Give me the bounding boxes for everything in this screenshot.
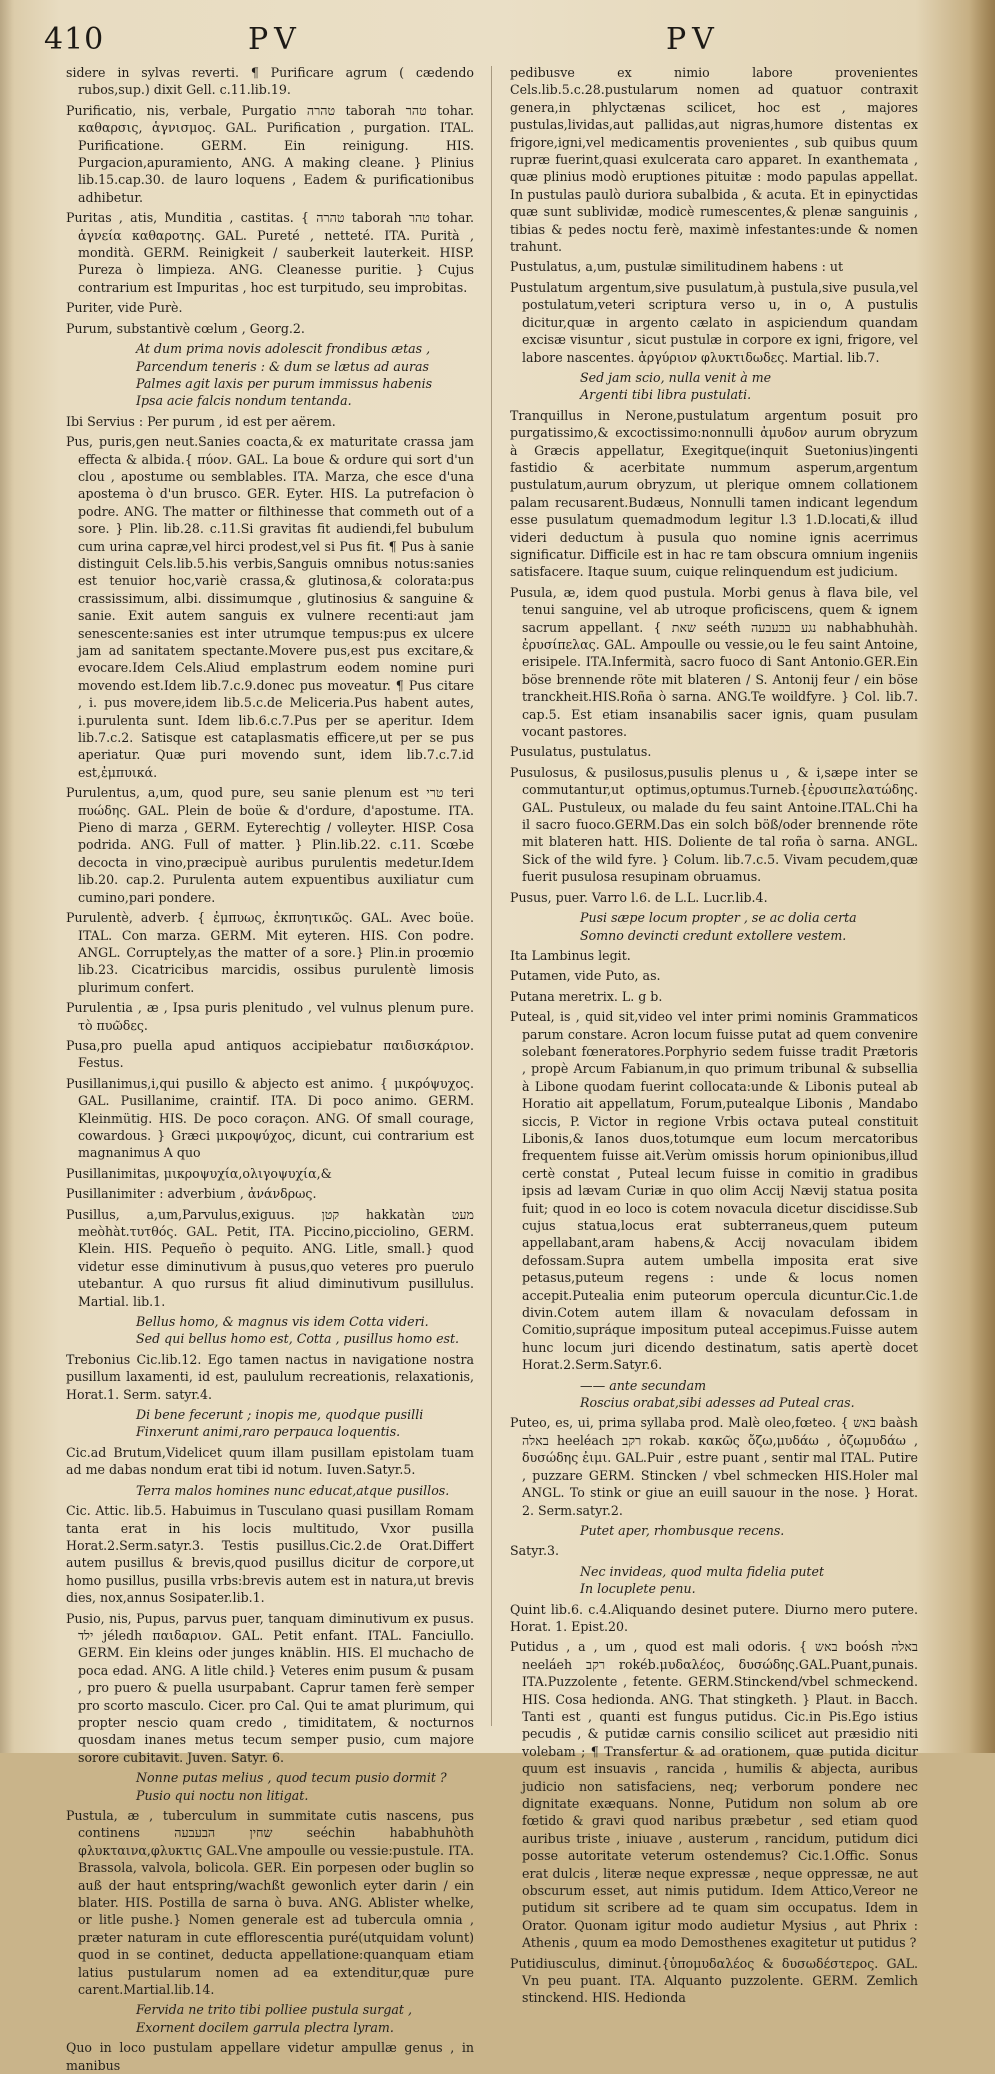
verse-line: Sed qui bellus homo est, Cotta , pusillus homo est.	[136, 1331, 460, 1347]
entry-text: pedibusve ex nimio labore provenientes Cels.lib.5.c.28.pustularum nomen ad quatuor contraxit genera,in phlyctænas scilicet, hoc est , majores pustulas,lividas,aut pallidas,aut nigras,humore distentas ex frigore,igni,vel medicamentis provenientes , sub quibus quum rupræ fuerint,quasi exulcerata caro apparet. In exanthemata , quæ plinius modò eruptiones pituitæ : modo papulas appellat. In pustulas paulò duriora subalbida , & acuta. Et in epinyctidas quæ sunt sublividæ, modicè rumescentes,& plenæ sanguinis , tibias & pedes noctu ferè, maximè infestantes:unde & nomen trahunt.	[510, 65, 918, 255]
verse-martial7	[580, 369, 918, 404]
verse-line: Somno devincti credunt extollere vestem.	[580, 927, 847, 943]
entry-putamen: Putamen, vide Puto, as.	[510, 968, 661, 984]
verse-juven6	[136, 1769, 474, 1804]
entry-pusillanimitas: Pusillanimitas, μικροψυχία,ολιγοψυχία,&	[66, 1165, 332, 1181]
verse-line: Finxerunt animi,raro perpauca loquentis.	[136, 1424, 401, 1440]
entry-pusa: Pusa,pro puella apud antiquos accipiebatur παιδισκάριον. Festus.	[66, 1037, 474, 1071]
entry-purificatio: Purificatio, nis, verbale, Purgatio טהרה taborah טהר tohar. καθαρσις, ἁγνισμος. GAL. Purification , purgation. ITAL. Purificatione. GERM. Ein reinigung. HIS. Purgacion,apuramiento, ANG. A making cleane. } Plinius lib.15.cap.30. de lauro loquens , Eadem & purificationibus adhibetur.	[66, 102, 475, 205]
entry-text: Quint lib.6. c.4.Aliquando desinet putere. Diurno mero putere. Horat. 1. Epist.20.	[510, 1601, 918, 1634]
verse-line: Nonne putas melius , quod tecum pusio dormit ?	[136, 1770, 447, 1786]
entry-puritas: Puritas , atis, Munditia , castitas. { טהרה taborah טהר tohar. ἁγνεία καθαροτης. GAL. Pureté , netteté. ITA. Purità , mondità. GERM. Reinigkeit / sauberkeit lauterkeit. HISP. Pureza ò limpieza. ANG. Cleanesse puritie. } Cujus contrarium est Impuritas , hoc est turpitudo, seu improbitas.	[66, 210, 474, 295]
verse-iuven	[136, 1482, 474, 1499]
verse-line: Ipsa acie falcis nondum tentanda.	[136, 393, 352, 409]
entry-text: Cic.ad Brutum,Videlicet quum illam pusillam epistolam tuam ad me dabas nondum erat tibi id notum. Iuven.Satyr.5.	[66, 1444, 474, 1478]
entry-puteo: Puteo, es, ui, prima syllaba prod. Malè oleo,fœteo. { באש baàsh באלה heeléach רקב rokab. κακῶς ὄζω,μυδάω , ὀζωμυδάω , δυσώδης ἐιμι. GAL.Puir , estre puant , sentir mal ITAL. Putire , puzzare GERM. Stincken / vbel schmecken HIS.Holer mal ANGL. To stink or giue an euill sauour in the nose. } Horat. 2. Serm.satyr.2.	[510, 1415, 919, 1518]
verse-line: Pusio qui noctu non litigat.	[136, 1787, 309, 1803]
entry-text: Trebonius Cic.lib.12. Ego tamen nactus in navigatione nostra pusillum laxamenti, id est, paululum recreationis, relaxationis, Horat.1. Serm. satyr.4.	[66, 1351, 474, 1402]
entry-pustulatus: Pustulatus, a,um, pustulæ similitudinem habens : ut	[510, 259, 844, 275]
verse-line: —— ante secundam	[580, 1377, 707, 1393]
entry-text: Ita Lambinus legit.	[510, 947, 631, 963]
verse-line: In locuplete penu.	[580, 1581, 696, 1597]
verse-line: At dum prima novis adolescit frondibus ætas ,	[136, 341, 431, 357]
verse-line: Nec invideas, quod multa fidelia putet	[580, 1563, 825, 1579]
right-column	[510, 64, 919, 2006]
entry-pusillus: Pusillus, a,um,Parvulus,exiguus. קטן hakkatàn מעט meòhàt.τυτθός. GAL. Petit, ITA. Piccino,picciolino, GERM. Klein. HIS. Pequeño ò pequito. ANG. Litle, small.} quod videtur esse diminutivum à pusus,quo veteres pro puerulo utebantur. A quo rursus fit aliud diminutivum pusillulus. Martial. lib.1.	[66, 1206, 474, 1309]
page-number: 410	[44, 22, 105, 57]
entry-puriter: Puriter, vide Purè.	[66, 300, 183, 316]
verse-line: Palmes agit laxis per purum immissus habenis	[136, 375, 433, 391]
entry-putidiusculus: Putidiusculus, diminut.{ὑπομυδαλέος & δυσωδέστερος. GAL. Vn peu puant. ITA. Alquanto puzzolente. GERM. Zemlich stinckend. HIS. Hedionda	[510, 1955, 918, 2006]
verse-line: Pusi sæpe locum propter , se ac dolia certa	[580, 910, 857, 926]
verse-line: Exornent docilem garrula plectra lyram.	[136, 2019, 394, 2035]
entry-pusio: Pusio, nis, Pupus, parvus puer, tanquam diminutivum ex pusus. ילד jéledh παιδαριον. GAL. Petit enfant. ITAL. Fanciullo. GERM. Ein kleins oder junges knäblin. HIS. El muchacho de poca edad. ANG. A litle child.} Veteres enim pusum & pusam , pro puero & puella usurpabant. Caprur tamen ferè semper pro scorto masculo. Cicer. pro Cal. Qui te amat plurimum, qui propter nescio quam credo , timiditatem, & nocturnos quosdam inanes metus tecum semper pusio, cum majore sorore cubitavit. Juven. Satyr. 6.	[66, 1610, 474, 1765]
verse-line: Di bene fecerunt ; inopis me, quodque pusilli	[136, 1407, 424, 1423]
verse-line: Terra malos homines nunc educat,atque pusillos.	[136, 1482, 450, 1498]
entry-pustula: Pustula, æ , tuberculum in summitate cutis nascens, pus continens שחין הבעבעה seéchin hababhuhòth φλυκταινα,φλυκτις GAL.Vne ampoulle ou vessie:pustule. ITA. Brassola, valvola, bolicola. GER. Ein porpesen oder buglin so auß der haut entspring/wachßt gewonlich eyter darin / ein blater. HIS. Postilla de sarna ò buva. ANG. Ablister whelke, or litle pushe.} Nomen generale est ad tubercula omnia , præter naturam in cute efflorescentia puré(utquidam volunt) quod in se continet, deducta appellatione:quanquam etiam latius pustularum nomen ad ea extenditur,quæ pure carent.Martial.lib.14.	[66, 1808, 475, 1998]
verse-line: Roscius orabat,sibi adesses ad Puteal cras.	[580, 1395, 855, 1411]
entry-text: Satyr.3.	[510, 1543, 559, 1559]
entry-pustulatum: Pustulatum argentum,sive pusulatum,à pustula,sive pusula,vel postulatum,veteri scriptura verso u, in o, A pustulis dicitur,quæ in argento cælato in aspiciendum quandam excisæ visuntur , sicut pustulæ in corpore ex igni, frigore, vel labore nascentes. ἀργύριον φλυκτιδωδες. Martial. lib.7.	[510, 279, 918, 365]
verse-martial	[136, 1313, 474, 1348]
entry-pusillanimus: Pusillanimus,i,qui pusillo & abjecto est animo. { μικρόψυχος. GAL. Pusillanime, craintif. ITA. Di poco animo. GERM. Kleinmütig. HIS. De poco coraçon. ANG. Of small courage, cowardous. } Græci μικροψύχος, dicunt, cui contrarium est magnanimus A quo	[66, 1075, 474, 1161]
entry-purulente: Purulentè, adverb. { ἐμπυως, ἐκπυητικῶς. GAL. Avec boüe. ITAL. Con marza. GERM. Mit eyteren. HIS. Con podre. ANGL. Corruptely,as the matter of a sore.} Plin.in proœmio lib.23. Cicatricibus marcidis, ossibus purulentè limosis plurimum confert.	[66, 910, 474, 995]
entry-text: Quo in loco pustulam appellare videtur ampullæ genus , in manibus	[66, 2040, 474, 2073]
entry-text: Tranquillus in Nerone,pustulatum argentum posuit pro purgatissimo,& excoctissimo:nonnulli ἀμυδον aurum obryzum à Græcis appellatur, Exegitque(inquit Suetonius)ingenti fastidio & acerbitate nummum asperum,argentum pustulatum,aurum obryzum, ut plerique omnem collationem palam recusarent.Budæus, Nonnulli tamen indicant legendum esse pusulatum quemadmodum legitur l.3 1.D.locati,& illud videri deductum à pusula quo nomine ignis acerrimus significatur. Difficile est in hac re tam obscura omnium ingeniis satisfacere. Itaque suum, cuique relinquendum est judicium.	[510, 407, 918, 580]
entry-text: Cic. Attic. lib.5. Habuimus in Tusculano quasi pusillam Romam tanta erat in his locis multitudo, Vxor pusilla Horat.2.Serm.satyr.3. Testis pusillus.Cic.2.de Orat.Differt autem pusillus & brevis,quod pusillus dicitur de corpore,ut homo pusillus, pusilla vrbs:brevis autem est in natura,ut brevis dies, nox,annus Sosipater.lib.1.	[66, 1503, 474, 1606]
entry-puteal: Puteal, is , quid sit,video vel inter primi nominis Grammaticos parum constare. Acron locum fuisse putat ad quem convenire solebant fœneratores.Porphyrio sedem fuisse tradit Prætoris , propè Arcum Fabianum,in quo primum tribunal & subsellia à Libone quodam fuerint collocata:unde & Libonis puteal ab Horatio ait appellatum, Forum,putealque Libonis , Mandabo siccis, P. Victor in regione Vrbis octava puteal constituit Libonis,& Ianos duos,totumque eum locum mercatoribus frequentem fuisse ait.Verùm omissis horum opinionibus,illud certè constat , Puteal lecum fuisse in comitio in gradibus ipsis ad lævam Curiæ in quo olim Accij Nævij statua posita fuit; quod in eo loco is cotem novacula dicetur discidisse.Sub cujus statua,locus erat subterraneus,quem puteum appellabant,aram habens,& Accij novaculam ibidem defossam.Supra autem umbella imposita erat sive petasus,puteum regens : unde & locus nomen accepit.Putealia enim puteorum opercula dicuntur.Cic.1.de divin.Cotem autem illam & novaculam defossam in Comitio,supráque impositum puteal accepimus.Fuisse autem hunc locum juri dicendo destinatum, satis apertè docet Horat.2.Serm.Satyr.6.	[510, 1009, 918, 1373]
verse-georg	[136, 340, 474, 410]
verse-horat	[136, 1406, 474, 1441]
entry-putidus: Putidus , a , um , quod est mali odoris. { באש boósh באלה neeláeh רקב rokéb.μυδαλέος, δυσώδης.GAL.Puant,punais. ITA.Puzzolente , fetente. GERM.Stinckend/vbel schmeckend. HIS. Cosa hedionda. ANG. That stingketh. } Plaut. in Bacch. Tanti est , quanti est fungus putidus. Cic.in Pis.Ego istius pecudis , & putidæ carnis consilio scilicet aut præsidio niti volebam ; ¶ Transfertur & ad orationem, quæ putida dicitur quum est insuavis , rancida , humilis & abjecta, auribus judicio non satisfaciens, neq; verborum pondere nec dignitate exæquans. Nonne, Putidum non solum ab ore fœtido & gravi quod naribus præbetur , sed etiam quod auribus triste , iniuave , austerum , rancidum, putidum dici posse autoritate veterum ostendemus? Cic.1.Offic. Sonus erat dulcis , literæ neque expressæ , neque oppressæ, ne aut obscurum esset, aut nimis putidum. Idem Attico,Vereor ne putidum sit scribere ad te quam sim occupatus. Idem in Orator. Quonam igitur modo audietur Mysius , aut Phrix : Athenis , quum ea modo Demosthenes exagitetur ut putidus ?	[510, 1639, 918, 1951]
verse-line: Bellus homo, & magnus vis idem Cotta videri.	[136, 1314, 429, 1330]
running-head-right: PV	[666, 22, 720, 57]
verse-line: Putet aper, rhombusque recens.	[580, 1522, 785, 1538]
verse-horat-puteo	[580, 1522, 918, 1539]
verse-lucr	[580, 909, 918, 944]
entry-putana: Putana meretrix. L. g b.	[510, 988, 663, 1004]
verse-horat-puteal	[580, 1377, 918, 1412]
entry-text: Ibi Servius : Per purum , id est per aërem.	[66, 413, 336, 429]
column-divider	[491, 66, 492, 1726]
entry-text: sidere in sylvas reverti. ¶ Purificare agrum ( cædendo rubos,sup.) dixit Gell. c.11.lib.19.	[66, 65, 474, 98]
entry-purulentia: Purulentia , æ , Ipsa puris plenitudo , vel vulnus plenum pure. τὸ πυῶδες.	[66, 1000, 474, 1033]
verse-line: Argenti tibi libra pustulati.	[580, 387, 752, 403]
entry-pusillanimiter: Pusillanimiter : adverbium , ἀνάνδρως.	[66, 1186, 317, 1202]
verse-line: Fervida ne trito tibi polliee pustula surgat ,	[136, 2002, 412, 2018]
entry-purum: Purum, substantivè cœlum , Georg.2.	[66, 320, 305, 336]
entry-pusus: Pusus, puer. Varro l.6. de L.L. Lucr.lib.4.	[510, 889, 768, 905]
binding-fold	[0, 0, 14, 1753]
verse-line: Sed jam scio, nulla venit à me	[580, 369, 772, 385]
left-column	[66, 64, 475, 2073]
entry-pus: Pus, puris,gen neut.Sanies coacta,& ex maturitate crassa jam effecta & albida.{ πύον. GAL. La boue & ordure qui sort d'un clou , apostume ou semblables. ITA. Marza, che esce d'una apostema ò d'un brusco. GER. Eyter. HIS. La putrefacion ò podre. ANG. The matter or filthinesse that commeth out of a sore. } Plin. lib.28. c.11.Si gravitas fit audiendi,fel bubulum cum urina capræ,vel hirci prodest,vel si Pus fit. ¶ Pus à sanie distinguit Cels.lib.5.his verbis,Sanguis omnibus notus:sanies est tenuior hoc,variè crassa,& glutinosa,& colorata:pus crassissimum, albi. dissimumque , glutinosius & sanguine & sanie. Exit autem sanguis ex vulnere recenti:aut jam senescente:sanies est inter utrumque tempus:pus ex ulcere jam ad sanitatem spectante.Movere pus,est pus excitare,& evocare.Idem Cels.Aliud emplastrum eodem nomine puri movendo est.Idem lib.7.c.9.donec pus moveatur. ¶ Pus citare , i. pus movere,idem lib.5.c.de Meliceria.Pus habent autes, i.purulenta sunt. Idem lib.6.c.7.Pus per se aperitur. Idem lib.7.c.2. Satisque est cataplasmatis efficere,ut per se pus aperiatur. Quæ puri movendo sunt, idem lib.7.c.7.id est,ἐμπυικά.	[66, 434, 474, 780]
entry-pusulatus: Pusulatus, pustulatus.	[510, 744, 652, 760]
entry-pusulosus: Pusulosus, & pusilosus,pusulis plenus u , & i,sæpe inter se commutantur,ut optimus,optumus.Turneb.{ἐρυσιπελατώδης. GAL. Pustuleux, ou malade du feu saint Antoine.ITAL.Chi ha il sacro fuoco.GERM.Das ein solch böß/oder brennende röte mit blateren hatt. HIS. Doliente de tal roña ò sarna. ANGL. Sick of the wild fyre. } Colum. lib.7.c.5. Vivam pecudem,quæ fuerit pusulosa resupinam obruamus.	[510, 764, 918, 885]
entry-purulentus: Purulentus, a,um, quod pure, seu sanie plenum est טרי teri πυώδης. GAL. Plein de boüe & d'ordure, d'apostume. ITA. Pieno di marza , GERM. Eyterechtig / volleyter. HISP. Cosa podrida. ANG. Full of matter. } Plin.lib.22. c.11. Scœbe decocta in vino,præcipuè auribus purulentis medetur.Idem lib.20. cap.2. Purulenta autem expuentibus auxiliatur cum cumino,pari pondere.	[66, 785, 474, 905]
verse-martial14	[136, 2001, 474, 2036]
running-head-left: PV	[248, 22, 302, 57]
page-edge-shadow	[969, 0, 995, 1753]
entry-pusula: Pusula, æ, idem quod pustula. Morbi genus à flava bile, vel tenui sanguine, vel ab utroque proficiscens, quem & ignem sacrum appellant. { שאת seéth נגע בבעבעה nabhabhuhàh. ἐρυσίπελας. GAL. Ampoulle ou vessie,ou le feu saint Antoine, erisipele. ITA.Infermità, sacro fuoco di Sant Antonio.GER.Ein böse brennende röte mit blateren / S. Antonij feur / ein böse tranckheit.HIS.Roña ò sarna. ANG.Te woildfyre. } Col. lib.7. cap.5. Est etiam insanabilis sacer ignis, quam pusulam vocant pastores.	[510, 584, 918, 740]
verse-satyr3	[580, 1563, 918, 1598]
verse-line: Parcendum teneris : & dum se lætus ad auras	[136, 358, 429, 374]
